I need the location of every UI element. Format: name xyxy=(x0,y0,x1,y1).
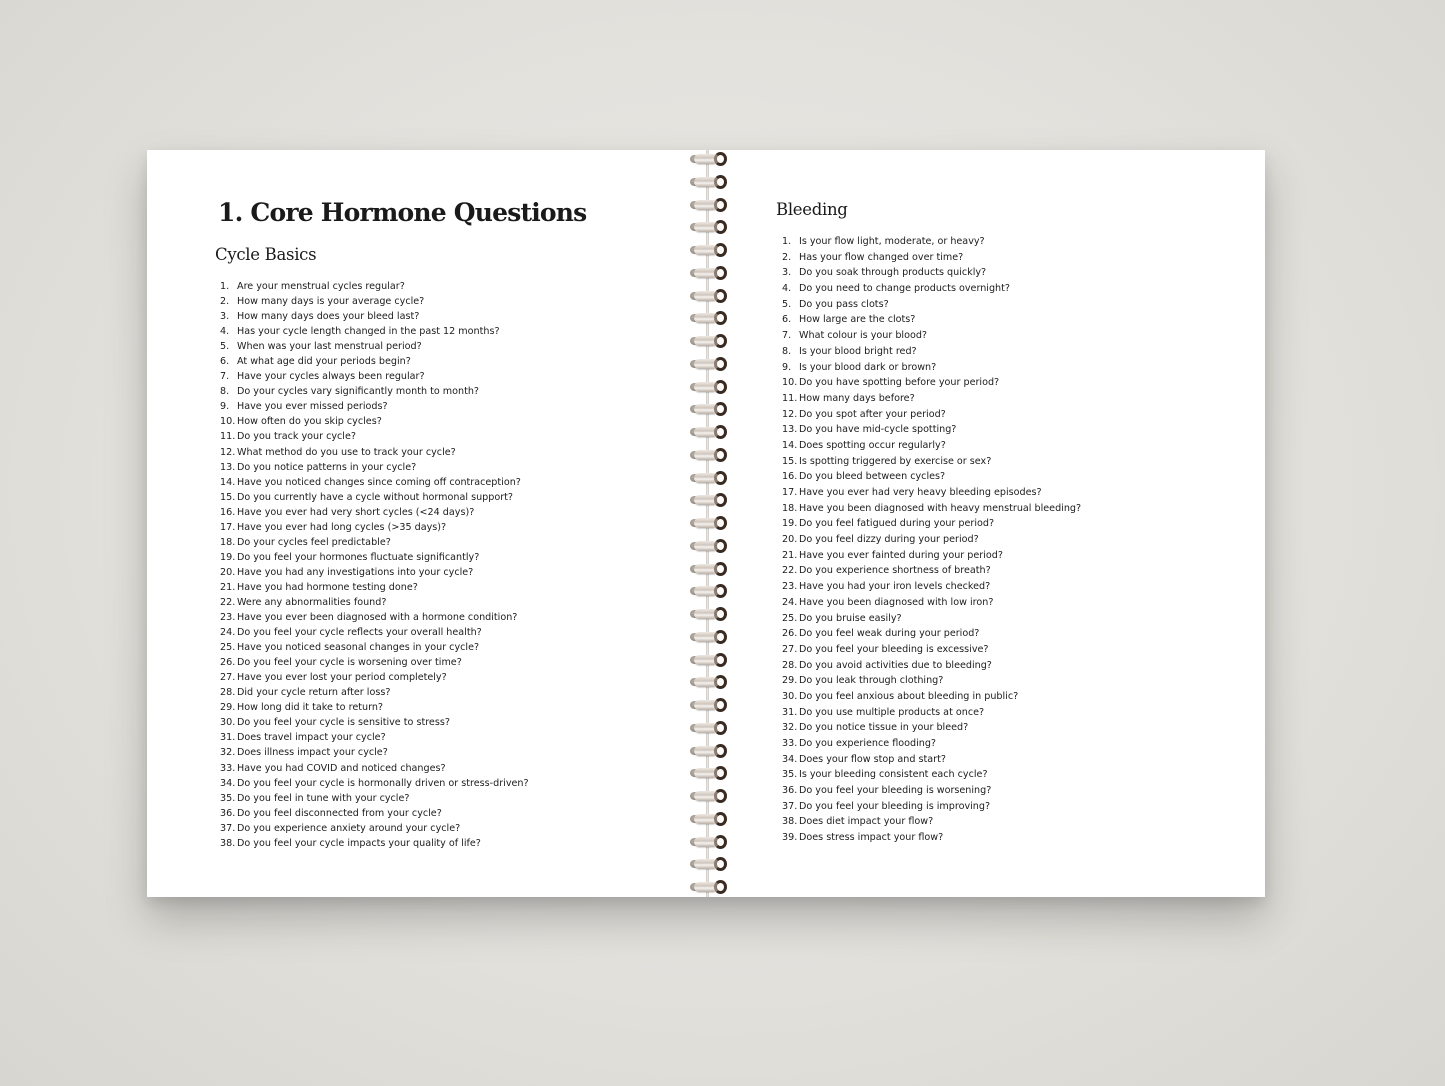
left-page xyxy=(147,150,705,897)
question-number: 16. xyxy=(220,506,236,518)
question-text: Is your blood dark or brown? xyxy=(799,361,937,373)
question-number: 28. xyxy=(220,687,236,699)
list-item xyxy=(220,354,529,369)
list-item xyxy=(782,532,1081,548)
question-number: 32. xyxy=(782,722,798,734)
question-text: Does travel impact your cycle? xyxy=(237,732,386,744)
list-item xyxy=(220,384,529,399)
question-text: Do you feel your cycle is sensitive to stress? xyxy=(237,717,450,729)
right-page xyxy=(707,150,1265,897)
list-item xyxy=(782,642,1081,658)
question-text: Do your cycles feel predictable? xyxy=(237,536,391,548)
list-item xyxy=(782,579,1081,595)
question-number: 25. xyxy=(782,612,798,624)
question-number: 10. xyxy=(782,377,798,389)
question-number: 3. xyxy=(782,267,792,279)
list-item xyxy=(220,324,529,339)
question-number: 12. xyxy=(782,408,798,420)
question-number: 8. xyxy=(782,345,792,357)
question-number: 5. xyxy=(782,298,792,310)
list-item xyxy=(220,490,529,505)
question-text: Have you ever had very heavy bleeding episodes? xyxy=(799,487,1042,498)
list-item xyxy=(220,806,529,821)
question-number: 11. xyxy=(782,392,798,404)
question-text: How long did it take to return? xyxy=(237,702,384,714)
question-number: 10. xyxy=(220,416,236,428)
question-text: Is your flow light, moderate, or heavy? xyxy=(799,236,985,247)
question-number: 37. xyxy=(220,822,236,834)
list-item xyxy=(220,700,529,715)
question-number: 14. xyxy=(782,439,798,451)
list-item xyxy=(220,761,529,776)
list-item xyxy=(220,685,529,700)
question-text: Do you experience shortness of breath? xyxy=(799,565,991,577)
list-item xyxy=(220,610,529,625)
question-text: Were any abnormalities found? xyxy=(237,596,387,608)
question-text: Do you experience anxiety around your cycle? xyxy=(237,822,461,834)
question-number: 36. xyxy=(782,785,798,797)
question-number: 22. xyxy=(782,565,798,577)
question-text: Do you feel your cycle reflects your overall health? xyxy=(237,627,482,639)
question-text: Have you ever lost your period completely? xyxy=(237,672,447,684)
question-number: 26. xyxy=(782,628,798,640)
list-item xyxy=(220,520,529,535)
question-number: 4. xyxy=(220,326,230,338)
question-text: How many days before? xyxy=(799,392,915,404)
list-item xyxy=(782,422,1081,438)
question-number: 19. xyxy=(220,551,236,563)
question-text: Do you notice tissue in your bleed? xyxy=(799,722,969,734)
list-item xyxy=(220,399,529,414)
question-text: Have you been diagnosed with heavy menstrual bleeding? xyxy=(799,502,1082,514)
question-number: 20. xyxy=(220,566,236,578)
question-text: Have you noticed changes since coming off contraception? xyxy=(237,476,521,488)
list-item xyxy=(220,745,529,760)
question-text: Have you had hormone testing done? xyxy=(237,581,418,593)
question-text: Do you experience flooding? xyxy=(799,738,937,749)
list-item xyxy=(782,360,1081,376)
list-item xyxy=(220,550,529,565)
list-item xyxy=(220,791,529,806)
list-item xyxy=(220,565,529,580)
list-item xyxy=(782,265,1081,281)
question-text: Is spotting triggered by exercise or sex? xyxy=(799,455,992,467)
question-text: Does stress impact your flow? xyxy=(799,832,944,844)
list-item xyxy=(782,673,1081,689)
question-text: Has your cycle length changed in the past 12 months? xyxy=(237,326,500,338)
section-heading-cycle-basics: Cycle Basics xyxy=(215,245,317,264)
question-text: Do you soak through products quickly? xyxy=(799,267,987,279)
question-text: Have you ever been diagnosed with a hormone condition? xyxy=(237,612,518,624)
question-number: 34. xyxy=(220,777,236,789)
question-text: Do you feel weak during your period? xyxy=(799,628,980,640)
list-item xyxy=(782,626,1081,642)
question-number: 7. xyxy=(220,371,230,383)
question-number: 38. xyxy=(220,837,236,849)
question-number: 27. xyxy=(220,672,236,684)
list-item xyxy=(782,548,1081,564)
list-item xyxy=(220,460,529,475)
question-text: Have you had your iron levels checked? xyxy=(799,581,991,593)
list-item xyxy=(782,344,1081,360)
list-item xyxy=(220,505,529,520)
list-item xyxy=(220,776,529,791)
question-number: 32. xyxy=(220,747,236,759)
question-number: 2. xyxy=(220,296,230,308)
question-text: Do you feel your cycle is worsening over time? xyxy=(237,657,462,669)
list-item xyxy=(220,414,529,429)
question-number: 14. xyxy=(220,476,236,488)
list-item xyxy=(782,830,1081,846)
list-item xyxy=(782,297,1081,313)
question-number: 22. xyxy=(220,596,236,608)
question-number: 30. xyxy=(782,690,798,702)
list-item xyxy=(782,312,1081,328)
list-item xyxy=(782,407,1081,423)
question-text: Have your cycles always been regular? xyxy=(237,371,425,383)
list-item xyxy=(782,501,1081,517)
notebook-spread xyxy=(147,150,1265,897)
question-number: 11. xyxy=(220,431,236,443)
list-item xyxy=(220,730,529,745)
question-text: Has your flow changed over time? xyxy=(799,251,964,263)
question-text: Do you feel anxious about bleeding in public? xyxy=(799,690,1019,702)
question-number: 17. xyxy=(220,521,236,533)
question-number: 16. xyxy=(782,471,798,483)
question-text: Did your cycle return after loss? xyxy=(237,687,391,699)
list-item xyxy=(782,250,1081,266)
list-item xyxy=(782,281,1081,297)
cycle-basics-question-list xyxy=(220,279,529,851)
question-text: How large are the clots? xyxy=(799,314,916,326)
question-text: Have you ever had very short cycles (<24 days)? xyxy=(237,506,475,518)
question-text: How many days does your bleed last? xyxy=(237,311,420,323)
list-item xyxy=(782,375,1081,391)
question-number: 24. xyxy=(782,596,798,608)
question-text: Do you have spotting before your period? xyxy=(799,377,1000,389)
question-text: Do you feel dizzy during your period? xyxy=(799,534,979,546)
list-item xyxy=(220,535,529,550)
list-item xyxy=(782,454,1081,470)
question-number: 5. xyxy=(220,341,230,353)
question-text: Do you bleed between cycles? xyxy=(799,471,946,483)
question-number: 8. xyxy=(220,386,230,398)
question-number: 26. xyxy=(220,657,236,669)
list-item xyxy=(220,429,529,444)
list-item xyxy=(220,655,529,670)
question-text: Do you feel your bleeding is improving? xyxy=(799,800,991,812)
list-item xyxy=(782,814,1081,830)
question-text: Does diet impact your flow? xyxy=(799,816,934,828)
list-item xyxy=(220,580,529,595)
list-item xyxy=(220,279,529,294)
question-text: Do your cycles vary significantly month to month? xyxy=(237,386,480,398)
list-item xyxy=(782,563,1081,579)
question-number: 21. xyxy=(782,549,798,561)
question-text: Have you been diagnosed with low iron? xyxy=(799,596,994,608)
question-number: 31. xyxy=(220,732,236,744)
list-item xyxy=(782,469,1081,485)
question-text: Do you avoid activities due to bleeding? xyxy=(799,659,992,671)
question-text: When was your last menstrual period? xyxy=(237,341,422,353)
list-item xyxy=(782,328,1081,344)
question-text: Do you spot after your period? xyxy=(799,408,946,420)
question-text: Do you feel your cycle impacts your quality of life? xyxy=(237,837,481,849)
list-item xyxy=(220,821,529,836)
list-item xyxy=(782,595,1081,611)
list-item xyxy=(782,689,1081,705)
question-number: 29. xyxy=(220,702,236,714)
question-number: 34. xyxy=(782,753,798,765)
question-text: Does illness impact your cycle? xyxy=(237,747,388,759)
question-number: 9. xyxy=(220,401,230,413)
question-number: 7. xyxy=(782,330,792,342)
question-text: How many days is your average cycle? xyxy=(237,296,425,308)
list-item xyxy=(782,720,1081,736)
question-number: 21. xyxy=(220,581,236,593)
question-number: 9. xyxy=(782,361,792,373)
question-text: Have you had COVID and noticed changes? xyxy=(237,762,446,774)
list-item xyxy=(782,752,1081,768)
question-number: 35. xyxy=(220,792,236,804)
list-item xyxy=(782,234,1081,250)
question-text: What method do you use to track your cycle? xyxy=(237,446,456,458)
question-number: 23. xyxy=(782,581,798,593)
question-number: 30. xyxy=(220,717,236,729)
question-number: 39. xyxy=(782,832,798,844)
question-number: 25. xyxy=(220,642,236,654)
question-number: 23. xyxy=(220,612,236,624)
list-item xyxy=(220,475,529,490)
question-text: At what age did your periods begin? xyxy=(237,356,411,368)
question-number: 6. xyxy=(782,314,792,326)
question-text: Does spotting occur regularly? xyxy=(799,439,946,451)
question-number: 31. xyxy=(782,706,798,718)
list-item xyxy=(220,309,529,324)
question-number: 3. xyxy=(220,311,230,323)
list-item xyxy=(782,736,1081,752)
bleeding-question-list xyxy=(782,234,1081,846)
question-number: 29. xyxy=(782,675,798,687)
question-number: 1. xyxy=(782,236,792,247)
question-text: Do you feel fatigued during your period? xyxy=(799,518,995,530)
question-number: 33. xyxy=(782,738,798,749)
question-number: 27. xyxy=(782,643,798,655)
list-item xyxy=(220,339,529,354)
list-item xyxy=(782,767,1081,783)
list-item xyxy=(782,799,1081,815)
question-number: 15. xyxy=(220,491,236,503)
list-item xyxy=(220,715,529,730)
list-item xyxy=(782,516,1081,532)
list-item xyxy=(782,705,1081,721)
question-number: 19. xyxy=(782,518,798,530)
question-number: 24. xyxy=(220,627,236,639)
list-item xyxy=(220,369,529,384)
question-number: 1. xyxy=(220,281,230,292)
question-text: Do you feel in tune with your cycle? xyxy=(237,792,410,804)
question-text: Does your flow stop and start? xyxy=(799,753,946,765)
question-number: 6. xyxy=(220,356,230,368)
question-text: Do you feel your bleeding is excessive? xyxy=(799,643,989,655)
section-heading-bleeding: Bleeding xyxy=(776,200,848,219)
question-number: 13. xyxy=(782,424,798,436)
list-item xyxy=(220,595,529,610)
list-item xyxy=(782,783,1081,799)
list-item xyxy=(782,658,1081,674)
question-number: 2. xyxy=(782,251,792,263)
question-number: 15. xyxy=(782,455,798,467)
question-text: Have you ever fainted during your period? xyxy=(799,549,1003,561)
list-item xyxy=(220,640,529,655)
question-text: What colour is your blood? xyxy=(799,330,928,342)
question-text: How often do you skip cycles? xyxy=(237,416,382,428)
list-item xyxy=(220,625,529,640)
question-number: 18. xyxy=(220,536,236,548)
question-text: Do you notice patterns in your cycle? xyxy=(237,461,417,473)
question-text: Have you had any investigations into your cycle? xyxy=(237,566,474,578)
list-item xyxy=(220,294,529,309)
question-text: Do you bruise easily? xyxy=(799,612,902,624)
question-text: Do you track your cycle? xyxy=(237,431,356,443)
list-item xyxy=(782,391,1081,407)
list-item xyxy=(220,836,529,851)
question-text: Do you feel disconnected from your cycle? xyxy=(237,807,442,819)
question-text: Have you ever had long cycles (>35 days)? xyxy=(237,521,447,533)
question-text: Do you pass clots? xyxy=(799,298,889,310)
question-number: 35. xyxy=(782,769,798,781)
question-text: Do you feel your bleeding is worsening? xyxy=(799,785,992,797)
question-number: 37. xyxy=(782,800,798,812)
question-text: Do you feel your hormones fluctuate significantly? xyxy=(237,551,480,563)
question-text: Is your blood bright red? xyxy=(799,345,917,357)
question-text: Are your menstrual cycles regular? xyxy=(237,281,405,292)
list-item xyxy=(782,485,1081,501)
question-number: 4. xyxy=(782,283,792,295)
question-number: 33. xyxy=(220,762,236,774)
question-text: Do you use multiple products at once? xyxy=(799,706,985,718)
question-number: 17. xyxy=(782,487,798,498)
question-text: Have you ever missed periods? xyxy=(237,401,388,413)
question-text: Do you leak through clothing? xyxy=(799,675,944,687)
question-text: Do you need to change products overnight? xyxy=(799,283,1010,295)
question-number: 13. xyxy=(220,461,236,473)
question-number: 28. xyxy=(782,659,798,671)
question-text: Do you have mid-cycle spotting? xyxy=(799,424,957,436)
question-text: Have you noticed seasonal changes in your cycle? xyxy=(237,642,480,654)
question-text: Do you feel your cycle is hormonally driven or stress-driven? xyxy=(237,777,529,789)
question-number: 12. xyxy=(220,446,236,458)
question-number: 38. xyxy=(782,816,798,828)
page-title: 1. Core Hormone Questions xyxy=(218,198,587,227)
question-number: 36. xyxy=(220,807,236,819)
list-item xyxy=(220,670,529,685)
question-text: Do you currently have a cycle without hormonal support? xyxy=(237,491,514,503)
question-number: 20. xyxy=(782,534,798,546)
list-item xyxy=(782,611,1081,627)
question-number: 18. xyxy=(782,502,798,514)
list-item xyxy=(220,445,529,460)
list-item xyxy=(782,438,1081,454)
question-text: Is your bleeding consistent each cycle? xyxy=(799,769,988,781)
